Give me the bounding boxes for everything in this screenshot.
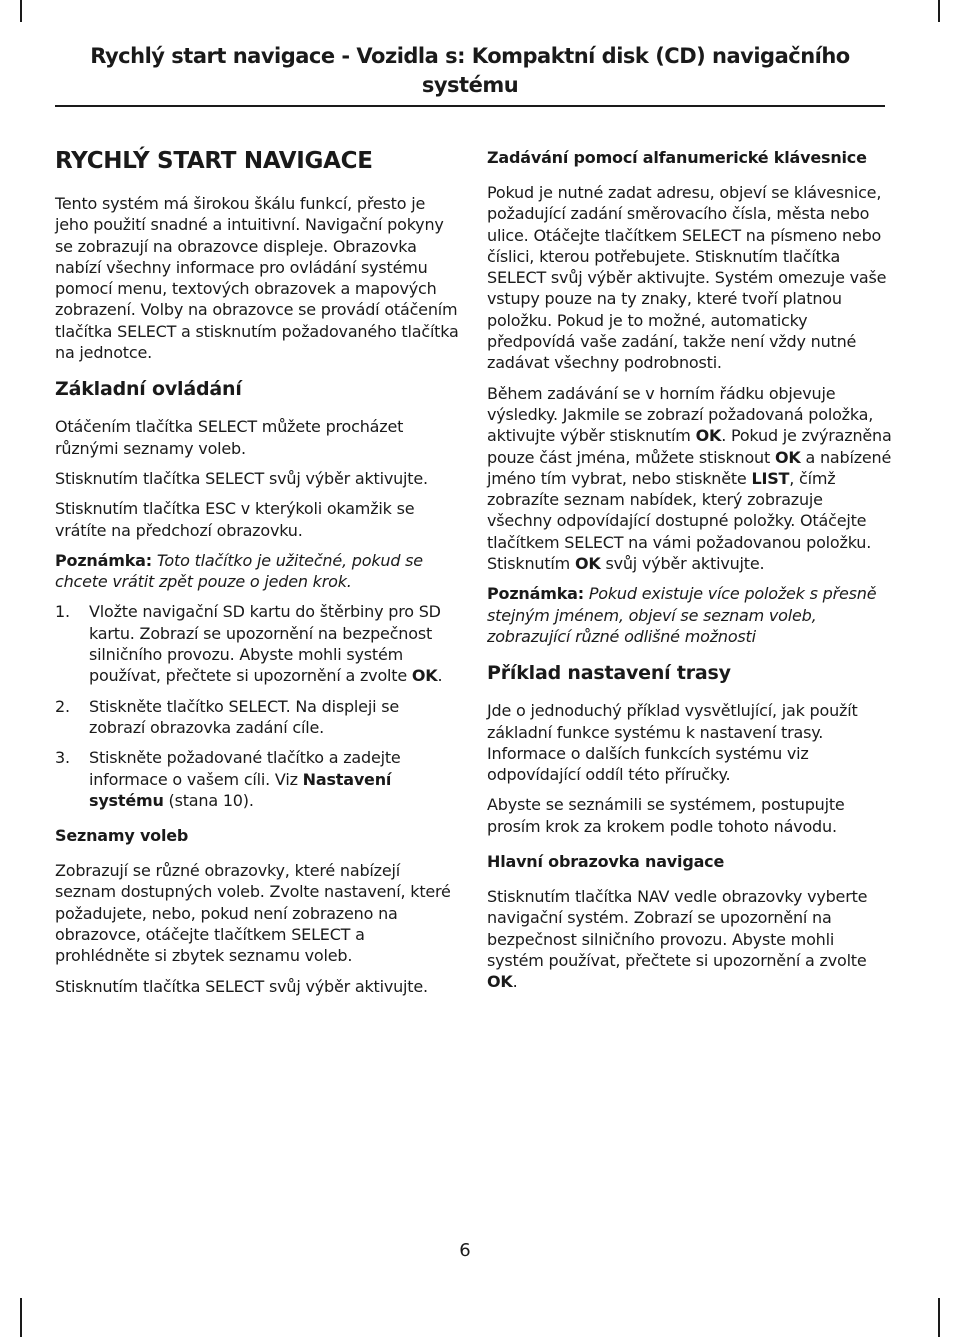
basic-paragraph-2: Stisknutím tlačítka SELECT svůj výběr aktivujte. [55,468,428,488]
step-number: 2. [55,696,70,716]
steps-list [55,601,460,811]
basic-paragraph-3: Stisknutím tlačítka ESC v kterýkoli okamžik se vrátíte na předchozí obrazovku. [55,499,415,540]
route-example-heading: Příklad nastavení trasy [487,662,731,685]
step-number: 1. [55,602,70,622]
lists-paragraph-1: Zobrazují se různé obrazovky, které nabízejí seznam dostupných voleb. Zvolte nastavení, které požadujete, nebo, pokud není zobrazeno na obrazovce, otáčejte tlačítkem SELECT a prohlédněte si zbytek seznamu voleb. [55,861,451,966]
note-text: Pokud existuje více položek s přesně stejným jménem, objeví se seznam voleb, zobrazující různé odlišné možnosti [487,584,877,646]
note-paragraph [55,550,460,593]
step-text: Stiskněte požadované tlačítko a zadejte informace o vašem cíli. Viz Nastavení systému (stana 10). [89,748,401,810]
main-paragraph: Stisknutím tlačítka NAV vedle obrazovky vyberte navigační systém. Zobrazí se upozornění na bezpečnost silničního provozu. Abyste mohli systém používat, přečtete si upozornění a zvolte OK. [487,887,868,992]
page-number: 6 [459,1240,471,1261]
alphanumeric-heading: Zadávání pomocí alfanumerické klávesnice [487,148,867,167]
crop-mark-bottom-right [938,1298,940,1337]
page-title: Rychlý start navigace - Vozidla s: Kompaktní disk (CD) navigačního systému [90,44,850,97]
step-number: 3. [55,748,70,768]
example-paragraph-1: Jde o jednoduchý příklad vysvětlující, jak použít základní funkce systému k nastavení trasy. Informace o dalších funkcích systému viz odpovídající oddíl této příručky. [487,701,858,785]
lists-paragraph-2: Stisknutím tlačítka SELECT svůj výběr aktivujte. [55,976,428,996]
step-text: Vložte navigační SD kartu do štěrbiny pro SD kartu. Zobrazí se upozornění na bezpečnost silničního provozu. Abyste mohli systém používat, přečtete si upozornění a zvolte OK. [89,602,443,686]
option-lists-heading: Seznamy voleb [55,826,189,846]
title-divider [55,105,885,107]
step-text: Stiskněte tlačítko SELECT. Na displeji se zobrazí obrazovka zadání cíle. [89,696,399,737]
list-item [55,601,460,686]
cross-reference-link[interactable]: Nastavení systému [89,769,392,810]
intro-paragraph: Tento systém má širokou škálu funkcí, přesto je jeho použití snadné a intuitivní. Navigační pokyny se zobrazují na obrazovce displeje. Obrazovka nabízí všechny informace pro ovládání systému pomocí menu, textových obrazovek a mapových zobrazení. Volby na obrazovce se provádí otáčením tlačítka SELECT a stisknutím požadovaného tlačítka na jednotce. [55,194,459,363]
list-item [55,696,460,739]
example-paragraph-2: Abyste se seznámili se systémem, postupujte prosím krok za krokem podle tohoto návodu. [487,795,845,836]
basic-paragraph-1: Otáčením tlačítka SELECT můžete procházet různými seznamy voleb. [55,417,404,458]
alpha-paragraph-2: Během zadávání se v horním řádku objevuje výsledky. Jakmile se zobrazí požadovaná položka, aktivujte výběr stisknutím OK. Pokud je zvýrazněna pouze část jména, můžete stisknout OK a nabízené jméno tím vybrat, nebo stiskněte LIST, čímž zobrazíte seznam nabídek, který zobrazuje všechny odpovídající dostupné položky. Otáčejte tlačítkem SELECT na vámi požadovanou položku. Stisknutím OK svůj výběr aktivujte. [487,383,892,574]
section-title: RYCHLÝ START NAVIGACE [55,148,373,174]
left-column [55,140,460,1006]
note-label: Poznámka: [55,550,152,570]
note-text: Toto tlačítko je užitečné, pokud se chcete vrátit zpět pouze o jeden krok. [55,550,423,592]
note-label: Poznámka: [487,584,584,604]
crop-mark-bottom-left [20,1298,22,1337]
crop-mark-top-left [20,0,22,22]
note-paragraph [487,583,892,647]
basic-controls-heading: Základní ovládání [55,378,242,401]
list-item [55,747,460,811]
right-column [487,147,892,1002]
alpha-paragraph-1: Pokud je nutné zadat adresu, objeví se klávesnice, požadující zadání směrovacího čísla, města nebo ulice. Otáčejte tlačítkem SELECT na písmeno nebo číslici, kterou potřebujete. Stisknutím tlačítka SELECT svůj výběr aktivujte. Systém omezuje vaše vstupy pouze na ty znaky, které tvoří platnou položku. Pokud je to možné, automaticky předpovídá vaše zadání, takže není vždy nutné zadávat všechny podrobnosti. [487,183,887,373]
crop-mark-top-right [938,0,940,22]
main-screen-heading: Hlavní obrazovka navigace [487,852,725,872]
